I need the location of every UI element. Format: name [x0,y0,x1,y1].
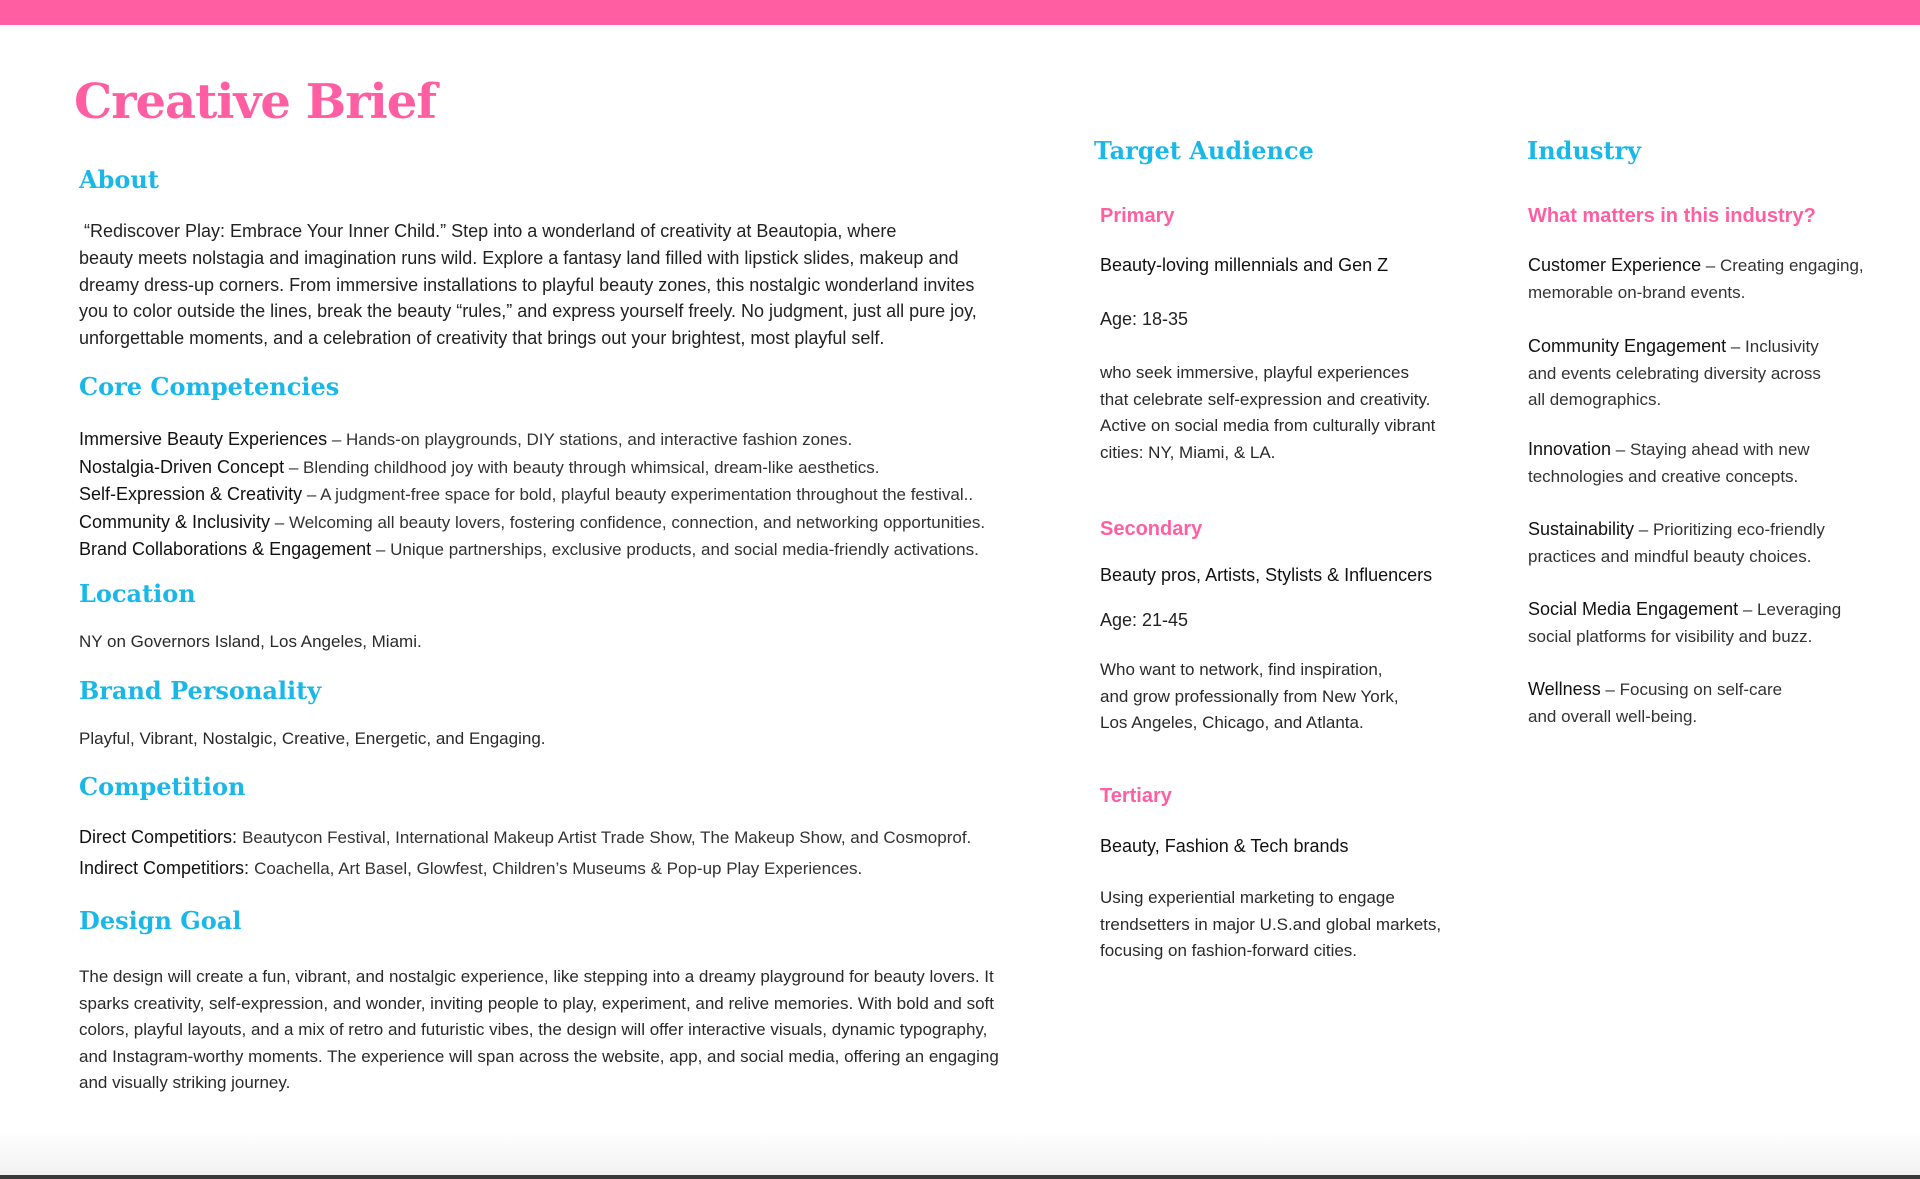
dash-separator: – [306,485,321,505]
secondary-who: Beauty pros, Artists, Stylists & Influencers [1100,565,1433,585]
design-goal-line: and Instagram-worthy moments. The experience will span across the website, app, and social media, offering an engaging [79,1046,999,1066]
tertiary-who: Beauty, Fashion & Tech brands [1100,836,1349,856]
bottom-fade [0,1130,1920,1175]
design-goal-paragraph [79,964,999,1097]
bottom-edge-line [0,1175,1920,1179]
industry-term: Community Engagement [1528,336,1727,356]
industry-desc-line: all demographics. [1528,390,1662,410]
tertiary-desc-line: trendsetters in major U.S.and global markets, [1100,914,1442,934]
secondary-desc-line: and grow professionally from New York, [1100,686,1399,706]
industry-item [1528,252,1864,306]
core-competencies-heading: Core Competencies [79,372,340,401]
indirect-competitors-text: Coachella, Art Basel, Glowfest, Children’s Museums & Pop-up Play Experiences. [254,859,863,878]
competency-item [79,536,985,564]
about-line: “Rediscover Play: Embrace Your Inner Child.” Step into a wonderland of creativity at Beautopia, where [84,221,897,241]
about-line: you to color outside the lines, break the beauty “rules,” and express yourself freely. No judgment, just all pure joy, [79,301,977,322]
industry-item-line [1528,333,1821,361]
tertiary-description [1100,885,1441,965]
tertiary-desc-line: focusing on fashion-forward cities. [1100,941,1358,961]
direct-competitors-label: Direct Competitiors: [79,827,238,847]
direct-competitors [79,822,971,853]
competency-desc: Blending childhood joy with beauty through whimsical, dream-like aesthetics. [303,457,880,477]
dash-separator: – [1701,256,1720,275]
industry-item [1528,676,1782,730]
industry-desc-line: and events celebrating diversity across [1528,363,1821,383]
primary-desc-line: that celebrate self-expression and creativity. [1100,389,1431,409]
tertiary-label: Tertiary [1100,785,1172,807]
competency-desc: A judgment-free space for bold, playful beauty experimentation throughout the festival.. [320,485,974,505]
industry-term: Customer Experience [1528,255,1702,275]
industry-desc: Inclusivity [1745,337,1819,356]
top-accent-bar [0,0,1920,25]
industry-desc-line: practices and mindful beauty choices. [1528,546,1812,566]
brand-personality-heading: Brand Personality [79,676,322,705]
industry-heading: Industry [1527,136,1642,165]
industry-item-line [1528,252,1864,280]
direct-competitors-text: Beautycon Festival, International Makeup Artist Trade Show, The Makeup Show, and Cosmoprof. [242,828,972,847]
industry-desc: Creating engaging, [1719,256,1864,275]
industry-desc: Prioritizing eco-friendly [1652,520,1825,539]
industry-desc: Focusing on self-care [1619,680,1783,699]
primary-description [1100,360,1435,466]
core-competencies-list [79,426,985,564]
location-heading: Location [79,579,196,608]
indirect-competitors-label: Indirect Competitiors: [79,858,250,878]
industry-desc-line: and overall well-being. [1528,706,1698,726]
competency-item [79,509,985,537]
industry-item [1528,436,1810,490]
competency-item [79,481,985,509]
indirect-competitors [79,853,971,884]
about-paragraph [79,218,977,352]
tertiary-desc-line: Using experiential marketing to engage [1100,888,1395,907]
industry-item-line [1528,676,1782,704]
design-goal-line: sparks creativity, self-expression, and wonder, inviting people to play, experiment, and relive memories. With bold and soft [79,993,994,1013]
location-text: NY on Governors Island, Los Angeles, Miami. [79,632,422,651]
dash-separator: – [1726,337,1746,356]
secondary-desc-line: Who want to network, find inspiration, [1100,660,1383,679]
industry-desc: Leveraging [1757,600,1842,619]
industry-term: Innovation [1528,439,1612,459]
industry-item-line [1528,516,1825,544]
competency-term: Community & Inclusivity [79,511,271,532]
about-line: unforgettable moments, and a celebration of creativity that brings out your brightest, most playful self. [79,328,885,349]
competency-term: Nostalgia-Driven Concept [79,456,285,477]
industry-item [1528,333,1821,414]
competency-desc: Hands-on playgrounds, DIY stations, and interactive fashion zones. [346,430,853,449]
about-line: dreamy dress-up corners. From immersive installations to playful beauty zones, this nostalgic wonderland invites [79,274,975,295]
about-heading: About [79,165,159,194]
secondary-label: Secondary [1100,518,1203,540]
primary-who: Beauty-loving millennials and Gen Z [1100,255,1389,275]
target-audience-heading: Target Audience [1094,136,1314,165]
industry-item-line [1528,596,1841,624]
design-goal-line: colors, playful layouts, and a mix of retro and futuristic vibes, the design will offer interactive visuals, dynamic typography, [79,1020,988,1040]
primary-age: Age: 18-35 [1100,309,1189,329]
competition-heading: Competition [79,772,246,801]
competency-term: Self-Expression & Creativity [79,484,303,505]
dash-separator: – [375,540,391,560]
industry-term: Sustainability [1528,519,1635,539]
about-line: beauty meets nolstagia and imagination runs wild. Explore a fantasy land filled with lipstick slides, makeup and [79,247,959,268]
dash-separator: – [288,457,304,477]
secondary-age: Age: 21-45 [1100,610,1189,630]
dash-separator: – [1738,600,1758,619]
secondary-desc-line: Los Angeles, Chicago, and Atlanta. [1100,713,1364,733]
competency-term: Immersive Beauty Experiences [79,429,328,449]
industry-desc-line: technologies and creative concepts. [1528,466,1799,486]
dash-separator: – [274,512,289,532]
page-title: Creative Brief [74,74,436,130]
brand-personality-text: Playful, Vibrant, Nostalgic, Creative, Energetic, and Engaging. [79,729,546,748]
competition-list [79,822,971,884]
competency-item [79,454,985,482]
dash-separator: – [1634,520,1653,539]
primary-desc-line: who seek immersive, playful experiences [1100,363,1409,382]
design-goal-heading: Design Goal [79,906,242,935]
industry-item [1528,596,1841,650]
competency-item [79,426,985,454]
competency-term: Brand Collaborations & Engagement [79,539,372,560]
design-goal-line: and visually striking journey. [79,1073,291,1093]
industry-term: Social Media Engagement [1528,599,1739,619]
primary-desc-line: Active on social media from culturally vibrant [1100,416,1436,436]
primary-desc-line: cities: NY, Miami, & LA. [1100,442,1276,462]
competency-desc: Welcoming all beauty lovers, fostering confidence, connection, and networking opportunities. [288,512,986,532]
secondary-description [1100,657,1399,737]
dash-separator: – [331,430,347,449]
dash-separator: – [1600,680,1620,699]
industry-term: Wellness [1528,679,1601,699]
competency-desc: Unique partnerships, exclusive products, and social media-friendly activations. [390,540,979,560]
industry-desc-line: social platforms for visibility and buzz. [1528,626,1813,646]
industry-item-line [1528,436,1810,464]
industry-item [1528,516,1825,570]
industry-subheading: What matters in this industry? [1528,205,1816,227]
dash-separator: – [1611,440,1630,459]
primary-label: Primary [1100,205,1175,227]
industry-desc-line: memorable on-brand events. [1528,282,1746,302]
industry-desc: Staying ahead with new [1629,440,1810,459]
design-goal-line: The design will create a fun, vibrant, and nostalgic experience, like stepping into a dreamy playground for beauty lovers. It [79,967,994,986]
